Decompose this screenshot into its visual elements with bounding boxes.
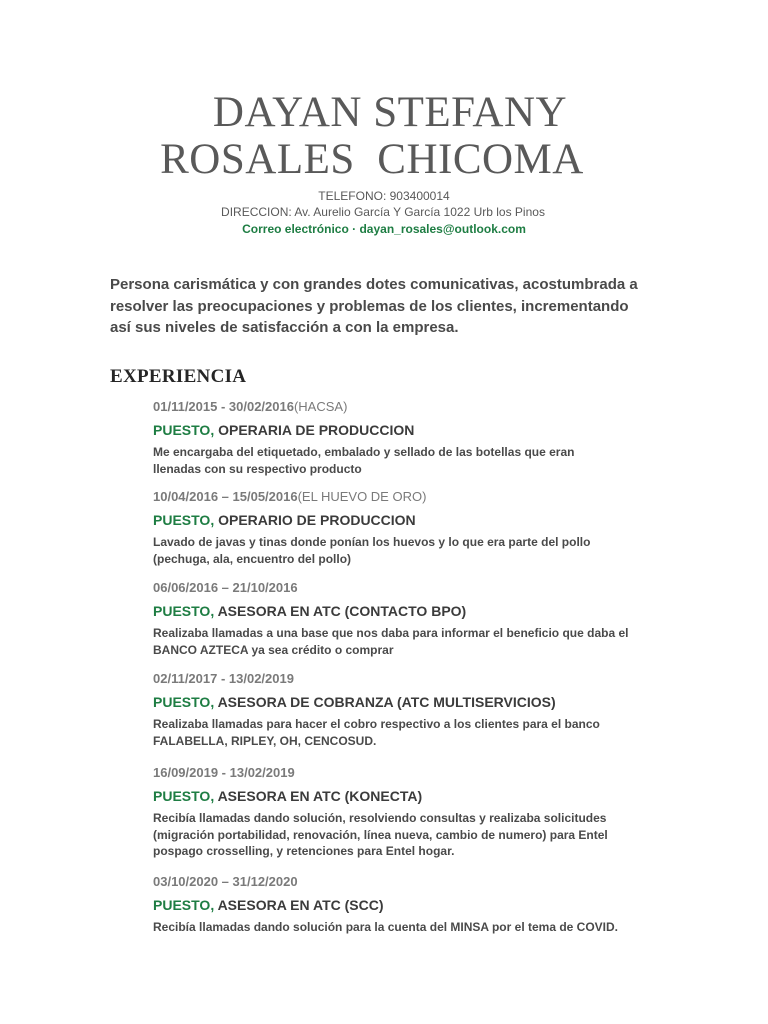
job-dates-range: 10/04/2016 – 15/05/2016 bbox=[153, 489, 298, 504]
job-dates bbox=[153, 874, 673, 890]
job-description: Recibía llamadas dando solución para la cuenta del MINSA por el tema de COVID. bbox=[153, 920, 619, 934]
job-title bbox=[153, 896, 673, 914]
job-description: Realizaba llamadas para hacer el cobro respectivo a los clientes para el banco FALABELLA, RIPLEY, OH, CENCOSUD. bbox=[153, 717, 600, 748]
puesto-label: PUESTO, bbox=[153, 603, 215, 619]
name-first: DAYAN STEFANY bbox=[212, 89, 568, 136]
job-dates bbox=[153, 671, 673, 687]
phone-text: TELEFONO: 903400014 bbox=[318, 189, 450, 203]
job-position: OPERARIO DE PRODUCCION bbox=[214, 512, 416, 528]
job-dates bbox=[153, 580, 673, 596]
job-title bbox=[153, 693, 673, 711]
job-entry bbox=[153, 489, 673, 567]
job-description: Recibía llamadas dando solución, resolviendo consultas y realizaba solicitudes (migración portabilidad, renovación, línea nueva, cambio de numero) para Entel pospago crosselling, y retenciones para Entel hogar. bbox=[153, 811, 608, 858]
job-dates-range: 02/11/2017 - 13/02/2019 bbox=[153, 671, 294, 686]
experience-heading: EXPERIENCIA bbox=[110, 366, 247, 387]
job-company: (EL HUEVO DE ORO) bbox=[297, 489, 427, 504]
name-last: ROSALES CHICOMA bbox=[160, 136, 584, 183]
job-entry bbox=[153, 671, 673, 749]
job-title bbox=[153, 511, 673, 529]
job-position: ASESORA EN ATC (KONECTA) bbox=[214, 788, 423, 804]
job-entry bbox=[153, 765, 673, 860]
job-dates bbox=[153, 765, 673, 781]
job-description: Me encargaba del etiquetado, embalado y sellado de las botellas que eran llenadas con su respectivo producto bbox=[153, 445, 575, 476]
email-link[interactable]: Correo electrónico · dayan_rosales@outlook.com bbox=[242, 222, 526, 236]
job-dates-range: 16/09/2019 - 13/02/2019 bbox=[153, 765, 295, 780]
job-entry bbox=[153, 399, 673, 477]
job-dates-range: 06/06/2016 – 21/10/2016 bbox=[153, 580, 298, 595]
job-dates bbox=[153, 399, 673, 415]
job-position: ASESORA DE COBRANZA (ATC MULTISERVICIOS) bbox=[214, 694, 556, 710]
job-dates-range: 01/11/2015 - 30/02/2016 bbox=[153, 399, 294, 414]
puesto-label: PUESTO, bbox=[153, 422, 215, 438]
job-position: OPERARIA DE PRODUCCION bbox=[214, 422, 415, 438]
job-entry bbox=[153, 580, 673, 658]
puesto-label: PUESTO, bbox=[153, 512, 215, 528]
job-title bbox=[153, 602, 673, 620]
job-position: ASESORA EN ATC (CONTACTO BPO) bbox=[214, 603, 467, 619]
puesto-label: PUESTO, bbox=[153, 694, 215, 710]
job-position: ASESORA EN ATC (SCC) bbox=[214, 897, 384, 913]
address-text: DIRECCION: Av. Aurelio García Y García 1022 Urb los Pinos bbox=[221, 205, 545, 219]
job-entry bbox=[153, 874, 673, 936]
puesto-label: PUESTO, bbox=[153, 897, 215, 913]
job-description: Lavado de javas y tinas donde ponían los huevos y lo que era parte del pollo (pechuga, ala, encuentro del pollo) bbox=[153, 535, 591, 566]
job-dates-range: 03/10/2020 – 31/12/2020 bbox=[153, 874, 298, 889]
job-title bbox=[153, 787, 673, 805]
puesto-label: PUESTO, bbox=[153, 788, 215, 804]
job-description: Realizaba llamadas a una base que nos daba para informar el beneficio que daba el BANCO AZTECA ya sea crédito o comprar bbox=[153, 626, 629, 657]
job-dates bbox=[153, 489, 673, 505]
profile-summary: Persona carismática y con grandes dotes comunicativas, acostumbrada a resolver las preocupaciones y problemas de los clientes, incrementando así sus niveles de satisfacción a con la empresa. bbox=[110, 276, 638, 336]
job-title bbox=[153, 421, 673, 439]
job-company: (HACSA) bbox=[293, 399, 348, 414]
